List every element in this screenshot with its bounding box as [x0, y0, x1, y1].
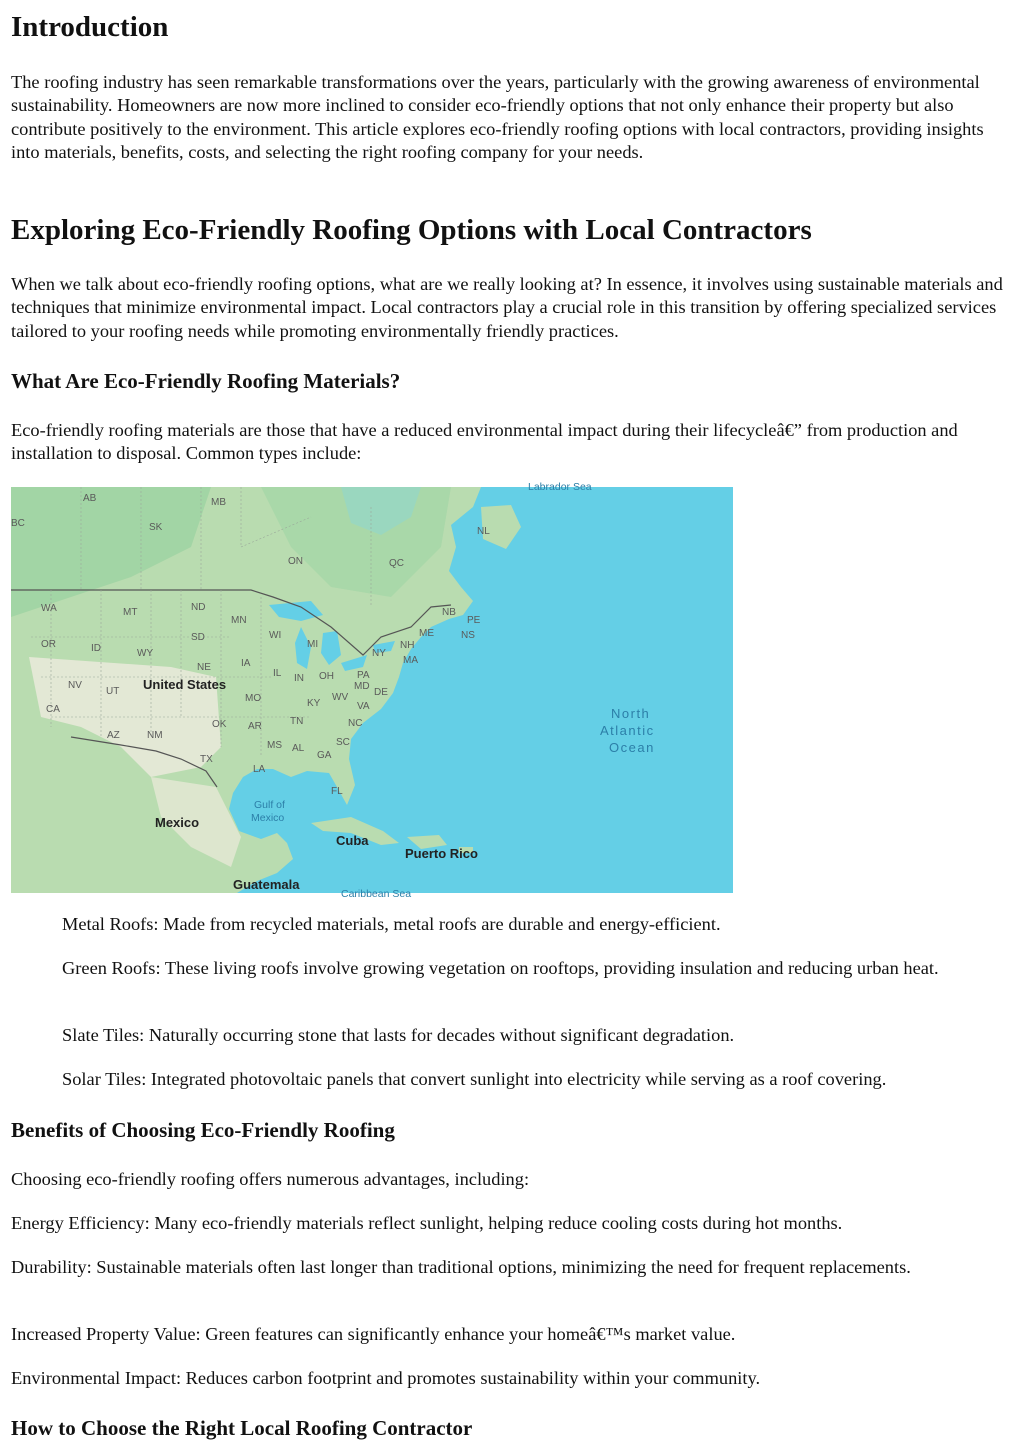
gulf-label: Gulf of — [254, 799, 285, 811]
region-label: NS — [461, 630, 475, 641]
region-label: MB — [211, 497, 226, 508]
country-label: Puerto Rico — [405, 846, 478, 861]
region-label: WY — [137, 648, 154, 659]
country-label: United States — [143, 677, 227, 692]
region-label: AR — [248, 721, 262, 732]
region-label: MO — [245, 693, 262, 704]
region-label: VA — [357, 701, 370, 712]
region-label: IN — [294, 673, 304, 684]
region-label: ND — [191, 602, 206, 613]
gulf-label: Mexico — [251, 812, 285, 824]
region-label: NE — [197, 662, 211, 673]
region-label: NY — [372, 648, 386, 659]
sea-label: Caribbean Sea — [341, 888, 412, 900]
region-label: MT — [123, 607, 138, 618]
region-label: SK — [149, 522, 163, 533]
benefit-item: Environmental Impact: Reduces carbon footprint and promotes sustainability within your community. — [11, 1368, 761, 1388]
benefits-intro: Choosing eco-friendly roofing offers numerous advantages, including: — [11, 1169, 530, 1189]
region-label: OK — [212, 719, 227, 730]
material-item: Metal Roofs: Made from recycled materials, metal roofs are durable and energy-efficient. — [62, 914, 721, 934]
region-label: TN — [290, 716, 304, 727]
region-label: MN — [231, 615, 247, 626]
region-label: NB — [442, 607, 456, 618]
region-label: PA — [357, 670, 370, 681]
ocean-label: North — [611, 706, 651, 721]
region-label: NV — [68, 680, 82, 691]
region-label: NM — [147, 730, 163, 741]
region-label: AZ — [107, 730, 120, 741]
region-label: NL — [477, 526, 490, 537]
region-label: AL — [292, 743, 305, 754]
sea-label: Labrador Sea — [528, 481, 592, 493]
material-item: Green Roofs: These living roofs involve growing vegetation on rooftops, providing insulation and reducing urban heat. — [62, 958, 939, 978]
region-label: OH — [319, 671, 334, 682]
region-label: BC — [11, 518, 25, 529]
contractor-heading: How to Choose the Right Local Roofing Contractor — [11, 1416, 473, 1440]
region-label: PE — [467, 615, 481, 626]
region-label: MA — [403, 655, 418, 666]
benefit-item: Durability: Sustainable materials often last longer than traditional options, minimizing the need for frequent replacements. — [11, 1257, 911, 1277]
region-label: ID — [91, 643, 101, 654]
region-label: NH — [400, 640, 415, 651]
region-label: OR — [41, 639, 56, 650]
exploring-paragraph: When we talk about eco-friendly roofing options, what are we really looking at? In essence, it involves using sustainable materials and techniques that minimize environmental impact. Local contractors play a crucial role in this transition by offering specialized services tailored to your roofing needs while promoting environmentally friendly practices. — [11, 274, 1003, 341]
region-label: FL — [331, 786, 343, 797]
region-label: WV — [332, 692, 349, 703]
materials-paragraph: Eco-friendly roofing materials are those that have a reduced environmental impact during their lifecycleâ€” from production and installation to disposal. Common types include: — [11, 420, 958, 464]
country-label: Guatemala — [233, 877, 300, 892]
region-label: MS — [267, 740, 282, 751]
north-america-map — [11, 481, 733, 900]
intro-paragraph: The roofing industry has seen remarkable transformations over the years, particularly with the growing awareness of environmental sustainability. Homeowners are now more inclined to consider eco-friendly options that not only enhance their property but also contribute positively to the environment. This article explores eco-friendly roofing options with local contractors, providing insights into materials, benefits, costs, and selecting the right roofing company for your needs. — [11, 72, 984, 162]
benefits-heading: Benefits of Choosing Eco-Friendly Roofing — [11, 1118, 395, 1142]
exploring-heading: Exploring Eco-Friendly Roofing Options with Local Contractors — [11, 214, 812, 246]
region-label: MD — [354, 681, 370, 692]
material-item: Slate Tiles: Naturally occurring stone that lasts for decades without significant degradation. — [62, 1025, 735, 1045]
region-label: GA — [317, 750, 332, 761]
region-label: DE — [374, 687, 388, 698]
benefit-item: Energy Efficiency: Many eco-friendly materials reflect sunlight, helping reduce cooling costs during hot months. — [11, 1213, 843, 1233]
region-label: KY — [307, 698, 321, 709]
region-label: QC — [389, 558, 404, 569]
benefit-item: Increased Property Value: Green features can significantly enhance your homeâ€™s market value. — [11, 1324, 736, 1344]
region-label: NC — [348, 718, 363, 729]
region-label: WA — [41, 603, 57, 614]
region-label: ME — [419, 628, 434, 639]
region-label: TX — [200, 754, 213, 765]
region-label: UT — [106, 686, 120, 697]
region-label: CA — [46, 704, 60, 715]
region-label: IL — [273, 668, 282, 679]
ocean-label: Ocean — [609, 740, 655, 755]
region-label: AB — [83, 493, 97, 504]
region-label: SC — [336, 737, 350, 748]
region-label: ON — [288, 556, 303, 567]
intro-heading: Introduction — [11, 11, 169, 43]
region-label: LA — [253, 764, 266, 775]
country-label: Mexico — [155, 815, 200, 830]
material-item: Solar Tiles: Integrated photovoltaic panels that convert sunlight into electricity while serving as a roof covering. — [62, 1069, 887, 1089]
region-label: MI — [307, 639, 319, 650]
region-label: WI — [269, 630, 282, 641]
region-label: IA — [241, 658, 251, 669]
materials-heading: What Are Eco-Friendly Roofing Materials? — [11, 369, 401, 393]
ocean-label: Atlantic — [600, 723, 655, 738]
country-label: Cuba — [336, 833, 369, 848]
region-label: SD — [191, 632, 205, 643]
